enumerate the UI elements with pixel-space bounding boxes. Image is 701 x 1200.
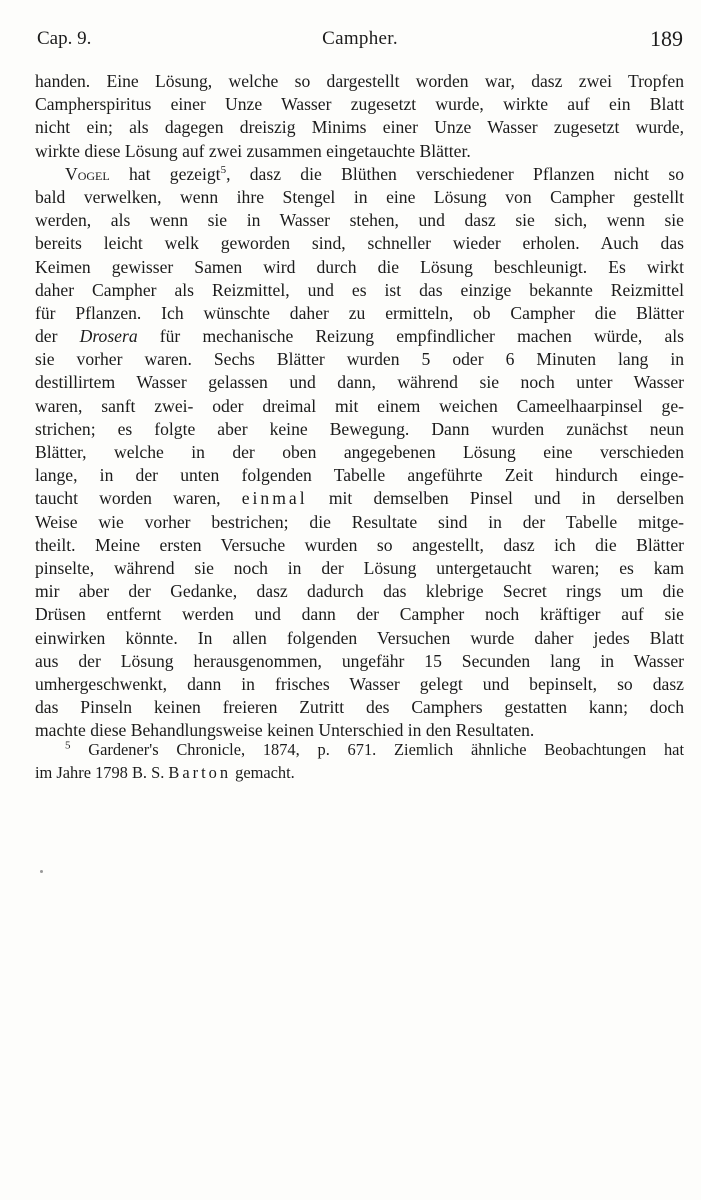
text-line [35,256,684,279]
text-line [35,163,684,186]
line-text: nicht ein; als dagegen dreiszig Minims einer Unze Wasser zugesetzt wurde, [35,117,684,138]
line-text: mir aber der Gedanke, dasz dadurch das klebrige Secret rings um die [35,581,684,602]
author-name: Vogel [65,163,110,184]
text-line [35,650,684,673]
text-line [35,557,684,580]
line-text: destillirtem Wasser gelassen und dann, während sie noch unter Wasser [35,372,684,393]
text-line [35,186,684,209]
text-line [35,348,684,371]
text-line [35,627,684,650]
line-text: bald verwelken, wenn ihre Stengel in eine Lösung von Campher gestellt [35,186,684,207]
text-line [35,93,684,116]
text-line [35,325,684,348]
text-line [35,487,684,510]
emphasis-text: einmal [241,488,308,509]
footnotes [35,738,684,784]
text-line [35,302,684,325]
line-text: Drüsen entfernt werden und dann der Campher noch kräftiger auf sie [35,604,684,625]
line-text: pinselte, während sie noch in der Lösung untergetaucht waren; es kam [35,557,684,578]
line-text: sie vorher waren. Sechs Blätter wurden 5 oder 6 Minuten lang in [35,349,684,370]
line-text: umhergeschwenkt, dann in frisches Wasser gelegt und bepinselt, so dasz [35,673,684,694]
text-line [35,441,684,464]
line-text: für mechanische Reizung empfindlicher machen würde, als [137,326,684,347]
text-line [35,673,684,696]
line-text: mit demselben Pinsel und in derselben [307,488,685,509]
footnote-marker: 5 [65,739,71,752]
line-text: daher Campher als Reizmittel, und es ist das einzige bekannte Reizmittel [35,279,684,300]
line-text: , dasz die Blüthen verschiedener Pflanzen nicht so [226,163,685,184]
line-text: einwirken könnte. In allen folgenden Versuchen wurde daher jedes Blatt [35,627,684,648]
text-line [35,279,684,302]
line-text: Keimen gewisser Samen wird durch die Lösung beschleunigt. Es wirkt [35,256,684,277]
text-line [35,534,684,557]
line-text: für Pflanzen. Ich wünschte daher zu ermitteln, ob Campher die Blätter [35,302,684,323]
main-text [35,70,684,742]
text-line [35,603,684,626]
page-number: 189 [650,26,683,51]
line-text: das Pinseln keinen freieren Zutritt des Camphers gestatten kann; doch [35,697,684,718]
line-text: hat gezeigt [109,163,221,184]
line-text: machte diese Behandlungsweise keinen Unterschied in den Resultaten. [35,720,535,741]
author-name: Barton [168,763,232,782]
footnote-text: Gardener's Chronicle, 1874, p. 671. Ziemlich ähnliche Beobachtungen hat [70,740,684,759]
text-line [35,511,684,534]
line-text: waren, sanft zwei- oder dreimal mit einem weichen Cameelhaarpinsel ge- [35,395,684,416]
chapter-label: Cap. 9. [37,28,92,49]
line-text: aus der Lösung herausgenommen, ungefähr 15 Secunden lang in Wasser [35,650,684,671]
line-text: bereits leicht welk geworden sind, schneller wieder erholen. Auch das [35,233,684,254]
text-line [35,209,684,232]
text-line [35,232,684,255]
line-text: wirkte diese Lösung auf zwei zusammen eingetauchte Blätter. [35,140,471,161]
line-text: lange, in der unten folgenden Tabelle angeführte Zeit hindurch einge- [35,465,684,486]
text-line [35,371,684,394]
footnote-ref: 5 [220,163,227,176]
paper-speck [40,870,43,873]
text-line [35,70,684,93]
line-text: werden, als wenn sie in Wasser stehen, und dasz sie sich, wenn sie [35,210,684,231]
line-text: theilt. Meine ersten Versuche wurden so angestellt, dasz ich die Blätter [35,534,684,555]
footnote-line [35,761,684,784]
running-title: Campher. [322,28,398,49]
running-header [37,28,683,58]
text-line [35,464,684,487]
footnote-line [35,738,684,761]
line-text: Campherspiritus einer Unze Wasser zugesetzt wurde, wirkte auf ein Blatt [35,94,684,115]
footnote-text: gemacht. [231,763,295,782]
genus-name: Drosera [79,326,138,347]
line-text: taucht worden waren, [35,488,242,509]
line-text: Weise wie vorher bestrichen; die Resultate sind in der Tabelle mitge- [35,511,684,532]
text-line [35,580,684,603]
footnote-text: im Jahre 1798 B. S. [35,763,169,782]
text-line [35,395,684,418]
line-text: handen. Eine Lösung, welche so dargestellt worden war, dasz zwei Tropfen [35,71,684,91]
line-text: Blätter, welche in der oben angegebenen Lösung eine verschieden [35,442,684,462]
line-text: strichen; es folgte aber keine Bewegung. Dann wurden zunächst neun [35,418,684,439]
text-line [35,140,684,163]
text-line [35,696,684,719]
text-line [35,418,684,441]
line-text: der [35,326,80,347]
text-line [35,116,684,139]
